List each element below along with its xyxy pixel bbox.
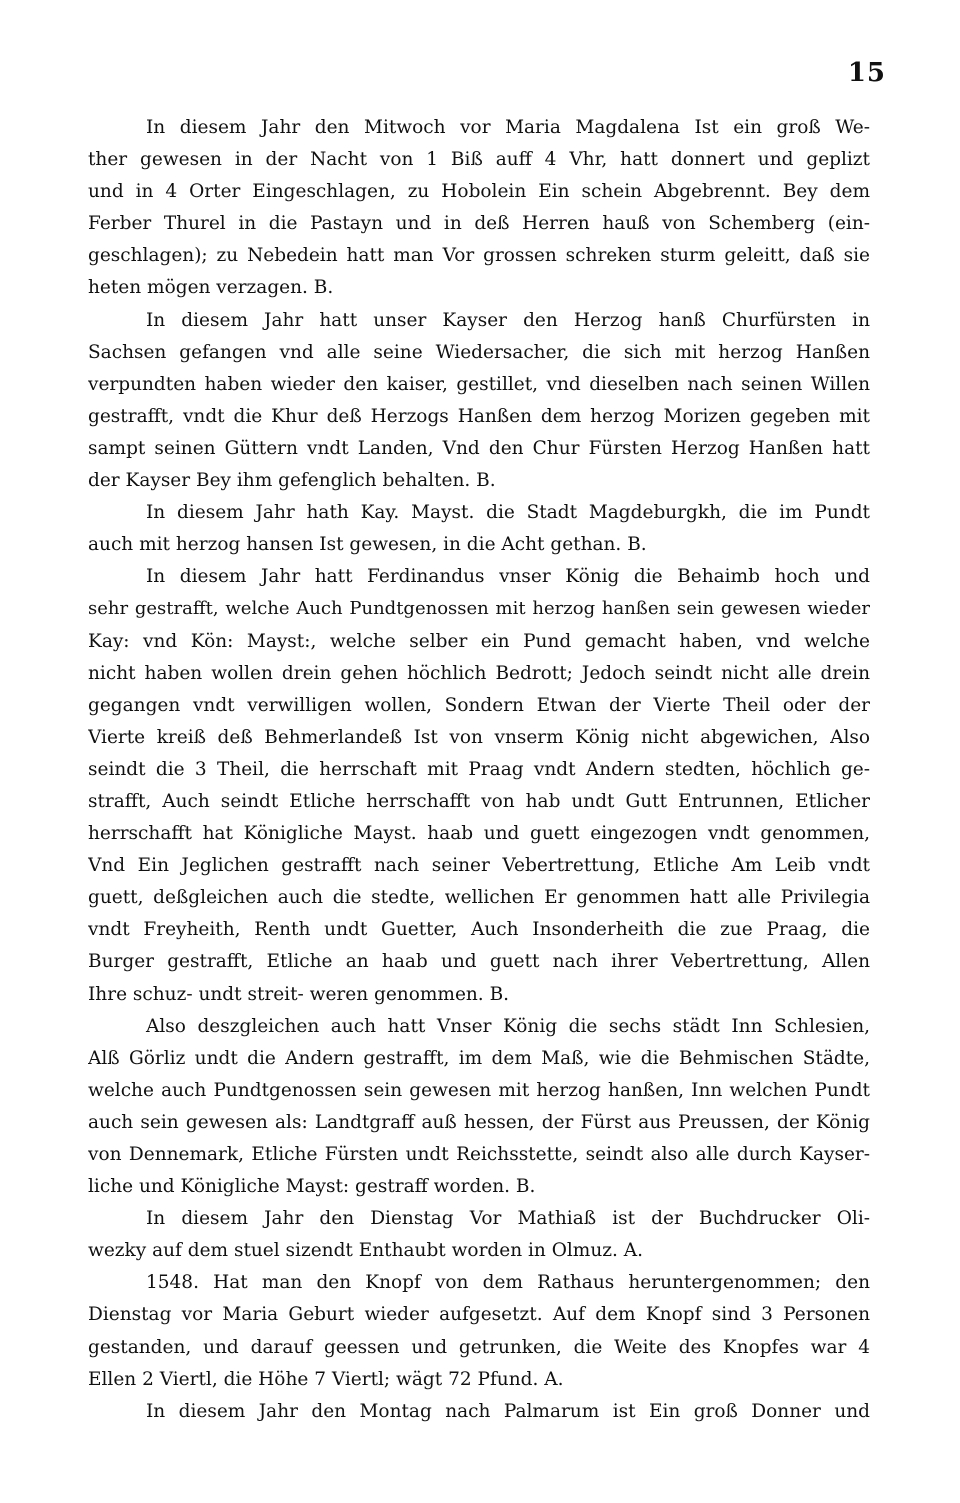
text-line: guett, deßgleichen auch die stedte, wellichen Er genommen hatt alle Privilegia xyxy=(88,887,870,909)
text-line: Kay: vnd Kön: Mayst:, welche selber ein Pund gemacht haben, vnd welche xyxy=(88,630,870,652)
text-line: sampt seinen Güttern vndt Landen, Vnd den Chur Fürsten Herzog Hanßen hatt xyxy=(88,437,870,459)
text-line: In diesem Jahr hatt unser Kayser den Herzog hanß Churfürsten in xyxy=(146,309,870,331)
text-line: 1548. Hat man den Knopf von dem Rathaus heruntergenommen; den xyxy=(146,1272,870,1294)
text-line: herrschafft hat Königliche Mayst. haab und guett eingezogen vndt genommen, xyxy=(88,823,870,845)
text-line: verpundten haben wieder den kaiser, gestillet, vnd dieselben nach seinen Willen xyxy=(88,373,870,395)
text-line: liche und Königliche Mayst: gestraff worden. B. xyxy=(88,1176,536,1198)
text-line: vndt Freyheith, Renth undt Guetter, Auch Insonderheith die zue Praag, die xyxy=(88,919,870,941)
text-line: Also deszgleichen auch hatt Vnser König die sechs städt Inn Schlesien, xyxy=(146,1015,870,1037)
body-text xyxy=(88,112,870,1428)
text-line: In diesem Jahr den Montag nach Palmarum ist Ein groß Donner und xyxy=(146,1400,870,1422)
text-line: gegangen vndt verwilligen wollen, Sondern Etwan der Vierte Theil oder der xyxy=(88,694,870,716)
text-line: Vierte kreiß deß Behmerlandeß Ist von vnserm König nicht abgewichen, Also xyxy=(88,726,870,748)
text-line: ther gewesen in der Nacht von 1 Biß auff 4 Vhr, hatt donnert und geplizt xyxy=(88,149,870,171)
text-line: nicht haben wollen drein gehen höchlich Bedrott; Jedoch seindt nicht alle drein xyxy=(88,662,870,684)
text-line: sehr gestrafft, welche Auch Pundtgenossen mit herzog hanßen sein gewesen wieder xyxy=(88,598,870,620)
text-line: In diesem Jahr hatt Ferdinandus vnser König die Behaimb hoch und xyxy=(146,566,870,588)
text-line: Sachsen gefangen vnd alle seine Wiedersacher, die sich mit herzog Hanßen xyxy=(88,341,870,363)
text-line: Dienstag vor Maria Geburt wieder aufgesetzt. Auf dem Knopf sind 3 Personen xyxy=(88,1304,870,1326)
text-line: Vnd Ein Jeglichen gestrafft nach seiner Vebertrettung, Etliche Am Leib vndt xyxy=(88,855,870,877)
text-line: In diesem Jahr hath Kay. Mayst. die Stadt Magdeburgkh, die im Pundt xyxy=(146,502,870,524)
text-line: der Kayser Bey ihm gefenglich behalten. B. xyxy=(88,470,496,492)
text-line: wezky auf dem stuel sizendt Enthaubt worden in Olmuz. A. xyxy=(88,1240,643,1262)
text-line: heten mögen verzagen. B. xyxy=(88,277,334,299)
page-number: 15 xyxy=(847,58,886,88)
text-line: gestrafft, vndt die Khur deß Herzogs Hanßen dem herzog Morizen gegeben mit xyxy=(88,405,870,427)
text-line: Ihre schuz- undt streit- weren genommen. B. xyxy=(88,983,510,1005)
text-line: auch sein gewesen als: Landtgraff auß hessen, der Fürst aus Preussen, der König xyxy=(88,1111,870,1133)
text-line: welche auch Pundtgenossen sein gewesen mit herzog hanßen, Inn welchen Pundt xyxy=(88,1079,870,1101)
text-line: Ferber Thurel in die Pastayn und in deß Herren hauß von Schemberg (ein- xyxy=(88,213,870,235)
text-line: Burger gestrafft, Etliche an haab und guett nach ihrer Vebertrettung, Allen xyxy=(88,951,870,973)
text-line: gestanden, und darauf geessen und getrunken, die Weite des Knopfes war 4 xyxy=(88,1336,870,1358)
text-line: von Dennemark, Etliche Fürsten undt Reichsstette, seindt also alle durch Kayser- xyxy=(88,1144,870,1165)
text-line: geschlagen); zu Nebedein hatt man Vor grossen schreken sturm geleitt, daß sie xyxy=(88,245,870,267)
text-line: auch mit herzog hansen Ist gewesen, in die Acht gethan. B. xyxy=(88,534,647,556)
text-line: strafft, Auch seindt Etliche herrschafft von hab undt Gutt Entrunnen, Etlicher xyxy=(88,790,870,812)
text-line: Ellen 2 Viertl, die Höhe 7 Viertl; wägt 72 Pfund. A. xyxy=(88,1368,564,1390)
text-line: und in 4 Orter Eingeschlagen, zu Hobolein Ein schein Abgebrennt. Bey dem xyxy=(88,181,870,203)
text-line: seindt die 3 Theil, die herrschaft mit Praag vndt Andern stedten, höchlich ge- xyxy=(88,758,870,780)
text-line: Alß Görliz undt die Andern gestrafft, im dem Maß, wie die Behmischen Städte, xyxy=(88,1047,870,1069)
text-line: In diesem Jahr den Mitwoch vor Maria Magdalena Ist ein groß We- xyxy=(146,117,870,138)
text-line: In diesem Jahr den Dienstag Vor Mathiaß ist der Buchdrucker Oli- xyxy=(146,1208,870,1230)
